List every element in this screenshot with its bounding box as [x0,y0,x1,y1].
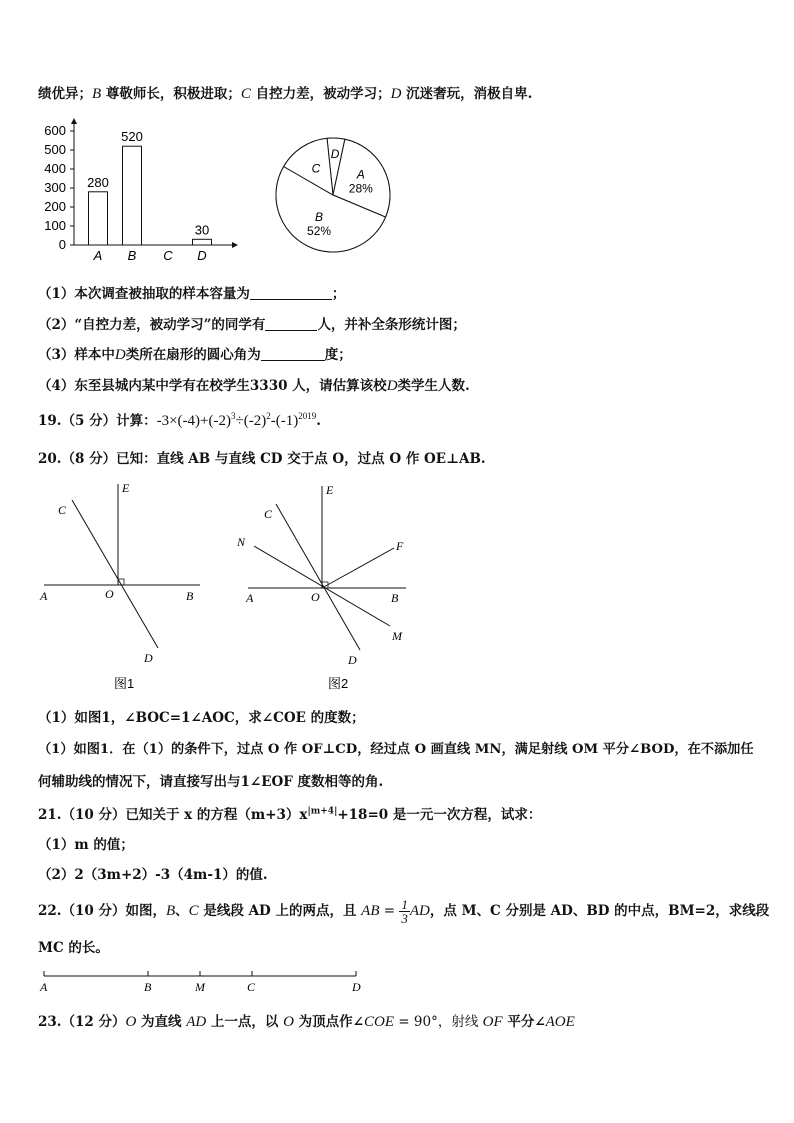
var-d: D [114,347,126,363]
q18-p4-number: 3330 [249,378,288,394]
bar-a [89,192,108,245]
q23-text5: 平分∠ [502,1014,546,1030]
y-tick-label: 200 [44,199,66,214]
q19 [38,409,321,430]
pie-chart [268,130,398,260]
y-tick-label: 0 [58,237,66,252]
q18-p4-mid: 人，请估算该校 [287,378,387,394]
q18-part1 [38,282,345,302]
fig2-label-m: M [392,629,402,643]
point-d: D [352,980,361,994]
fig2-caption: 图2 [328,676,349,691]
x-tick-label: A [93,248,103,263]
intro-line [38,82,532,103]
var-c: C [240,86,251,102]
q21-stem [38,803,541,823]
q19-expr: -3×(-4)+(-2) [156,413,231,429]
answer-blank[interactable] [250,285,332,300]
q19-mid: ÷(-2) [235,413,267,429]
fraction-one-third [399,898,410,925]
answer-blank[interactable] [261,346,325,361]
answer-blank[interactable] [265,316,317,331]
fig2-label-b: B [391,591,399,605]
point-c: C [247,980,256,994]
fig2-label-o: O [311,590,320,604]
segment-figure [38,966,368,996]
q18-p4-text: （4）东至县城内某中学有在校学生 [38,378,250,394]
fig1-label-o: O [105,587,114,601]
x-axis-arrow [232,242,238,248]
fraction-denominator: 3 [401,911,408,926]
bar-chart [34,118,244,268]
fraction-numerator: 1 [401,897,408,912]
q19-exp1: 3 [230,411,236,421]
var-ad: AD [186,1014,207,1030]
q18-p3-text: （3）样本中 [38,347,115,363]
x-tick-label: C [163,248,173,263]
q19-head: 19.（5 分）计算： [38,413,157,429]
var-d: D [386,378,398,394]
q22-equals: = [379,903,400,919]
pie-pct-b: 52% [307,224,332,239]
fig1-label-b: B [186,589,194,603]
q21-tail: +18=0 是一元一次方程，试求： [337,807,542,823]
q18-part3 [38,343,352,364]
point-a: A [40,980,48,994]
q23-text4: = 90°，射线 [394,1014,483,1030]
q19-end: . [316,413,321,429]
q18-p2-tail: 人，并补全条形统计图； [317,317,466,333]
pie-label-d: D [330,147,340,162]
var-ad: AD [409,903,430,919]
q20-part2-cont [38,770,383,790]
var-c: C [188,903,199,919]
q18-p3-tail: 度； [324,347,352,363]
fig1-label-d: D [144,651,153,665]
q20-text: 20.（8 分）已知：直线 AB 与直线 CD 交于点 O，过点 O 作 OE⊥AB. [38,451,486,467]
q21-head: 21.（10 分）已知关于 x 的方程（m+3）x [38,807,308,823]
var-b: B [165,903,176,919]
bar-value-label: 30 [194,222,210,238]
fig2-label-d: D [348,653,357,667]
x-tick-label: B [127,248,137,263]
y-tick-label: 400 [44,161,66,176]
q21-part1 [38,833,134,853]
var-coe: COE [364,1014,394,1030]
pie-label-a: A [356,167,365,182]
q22-comma: 、 [175,903,189,919]
q23-text2: 上一点，以 [206,1014,284,1030]
fig2-label-f: F [396,539,404,553]
intro-text-d: 沉迷奢玩，消极自卑. [401,86,533,102]
q18-p1-end: ； [331,286,346,302]
q20-p1-text: （1）如图1，∠BOC=1∠AOC，求∠COE 的度数； [38,710,365,726]
q20-p2-text-cont: 何辅助线的情况下，请直接写出与1∠EOF 度数相等的角. [38,774,384,790]
y-tick-label: 600 [44,123,66,138]
fig1-label-c: C [58,503,67,517]
bar-value-label: 520 [121,129,143,145]
var-d: D [390,86,402,102]
q23-text3: 为顶点作∠ [293,1014,364,1030]
q19-exp2: 2 [266,411,271,421]
q22-text2: ，点 M、C 分别是 AD、BD 的中点，BM=2，求线段 [429,903,770,919]
var-o: O [125,1014,137,1030]
q21-part2 [38,863,268,883]
q18-p1-text: （1）本次调查被抽取的样本容量为 [38,286,250,302]
q22-stem-cont [38,936,109,956]
q18-p3-mid: 类所在扇形的圆心角为 [125,347,261,363]
fig2-label-c: C [264,507,273,521]
var-aoe: AOE [545,1014,575,1030]
q18-p2-text: （2）“自控力差，被动学习”的同学有 [38,317,266,333]
y-axis-arrow [71,118,77,124]
q23-head: 23.（12 分） [38,1014,126,1030]
point-b: B [144,980,152,994]
q18-part4 [38,374,470,395]
q20-stem [38,447,486,467]
intro-text-c: 自控力差，被动学习； [250,86,391,102]
point-m: M [195,980,205,994]
var-ab: AB [361,903,380,919]
q20-p2-text: （1）如图1．在（1）的条件下，过点 O 作 OF⊥CD，经过点 O 画直线 MN，满足射线 OM 平分∠BOD，在不添加任 [38,742,754,757]
fig1-caption: 图1 [114,676,135,691]
y-tick-label: 300 [44,180,66,195]
bar-d [193,239,212,245]
q21-p2-text: （2）2（3m+2）-3（4m-1）的值. [38,867,268,883]
y-tick-label: 500 [44,142,66,157]
q20-part1 [38,706,365,726]
q18-p4-tail: 类学生人数. [397,378,470,394]
pie-pct-a: 28% [348,181,373,196]
q23-stem [38,1010,575,1031]
q21-p1-text: （1）m 的值； [38,837,134,853]
q22-stem [38,898,769,925]
pie-label-c: C [311,161,321,176]
intro-text: 绩优异； [38,86,92,102]
fig1-label-a: A [40,589,48,603]
var-o: O [283,1014,294,1030]
intro-text-b: 尊敬师长，积极进取； [101,86,241,102]
q20-part2 [38,738,754,757]
q22-text1: 是线段 AD 上的两点，且 [198,903,362,919]
q23-text1: 为直线 [136,1014,187,1030]
bar-b [123,146,142,245]
figure-1 [38,478,208,693]
fig2-label-e: E [326,483,334,497]
bar-value-label: 280 [87,174,109,190]
var-b: B [92,86,102,102]
q22-line2: MC 的长。 [38,940,109,956]
pie-label-b: B [315,210,324,225]
q19-exp3: 2019 [298,411,317,421]
q19-tail: -(-1) [270,413,299,429]
fig1-label-e: E [122,481,130,495]
fig2-label-a: A [246,591,254,605]
var-of: OF [482,1014,503,1030]
y-tick-label: 100 [44,218,66,233]
figure-2 [237,478,422,693]
q18-part2 [38,313,466,333]
q21-exponent: |m+4| [307,806,338,817]
fig2-label-n: N [237,535,246,549]
q22-head: 22.（10 分）如图， [38,903,166,919]
x-tick-label: D [197,248,207,263]
